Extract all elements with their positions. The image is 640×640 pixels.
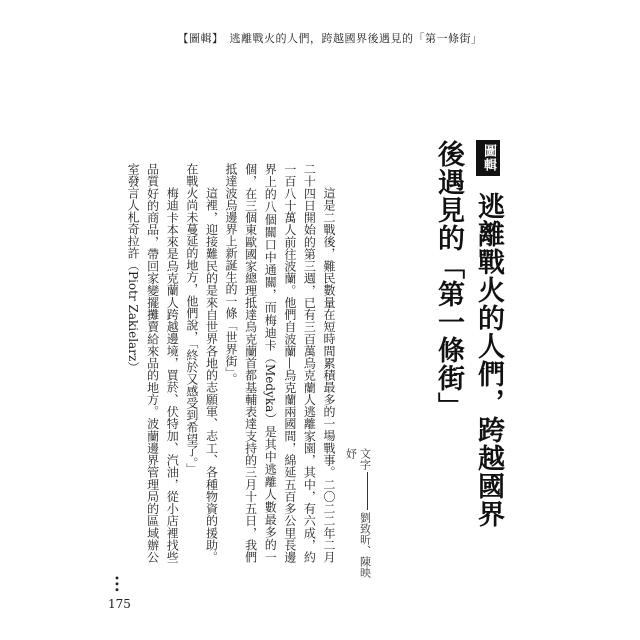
byline xyxy=(346,448,374,588)
page-number: 175 xyxy=(108,597,131,611)
byline-rule xyxy=(367,472,368,510)
body-text xyxy=(126,163,338,563)
paragraph: 梅迪卡本來是烏克蘭人跨越邊境，買菸、伏特加、汽油，從小店裡找些品質好的商品，帶回家變擺攤賣給來品的地方。波蘭邊界管理局的區域辦公室發言人札奇拉許（Piotr Zakielarz） xyxy=(126,163,180,563)
paragraph: 這是二戰後，難民數量在短時間累積最多的一場戰事。二〇二二年二月二十四日開始的第三週，已有三百萬烏克蘭人逃離家園，其中，有六成，約一百八十萬人前往波蘭。他們自波蘭—烏克蘭兩國間，綿延五百多公里長邊界上的八個關口中通關，而梅迪卡（Medyka）是其中逃離人數最多的一個，在三個東歐國家總理抵達烏克蘭首都基輔表達支持的三月十五日，我們抵達波烏邊界上新誕生的一條「世界街」。 xyxy=(224,163,336,563)
byline-authors: 劉致昕、陳映妤 xyxy=(344,448,372,578)
title-text: 逃離戰火的人們，跨越國界後遇見的「第一條街」 xyxy=(433,140,504,529)
article-title xyxy=(433,140,508,530)
page-ornament: ••• xyxy=(110,575,121,593)
byline-label: 文字 xyxy=(358,448,372,470)
section-tag: 圖輯 xyxy=(476,140,500,176)
running-head: 【圖輯】 逃離戰火的人們，跨越國界後遇見的「第一條街」 xyxy=(177,32,483,45)
paragraph: 這裡，迎接難民的是來自世界各地的志願軍、志工、各種物資的援助。在戰火尚未蔓延的地方，他們說，「終於又感受到希望了。」 xyxy=(184,163,219,563)
